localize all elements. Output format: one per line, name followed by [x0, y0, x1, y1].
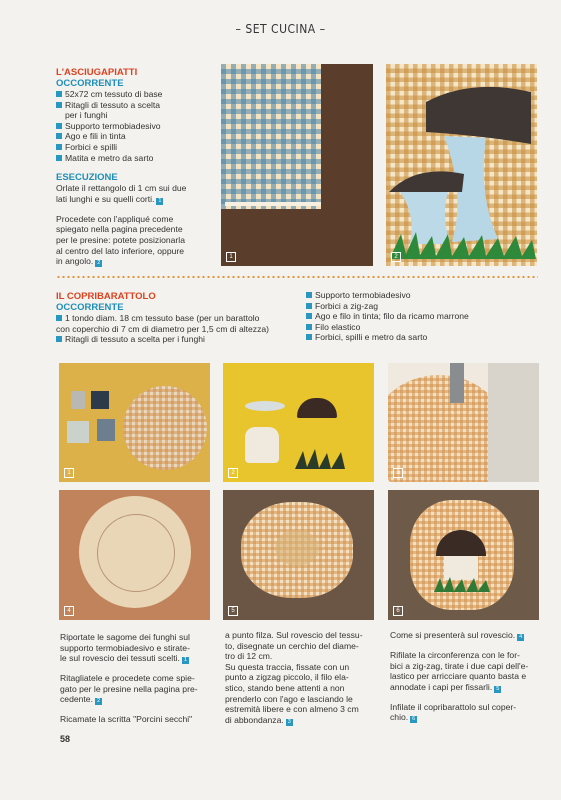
- step-badge: 1: [183, 657, 187, 664]
- esecuzione-label: ESECUZIONE: [56, 172, 118, 184]
- photo-towel-hem: 1: [221, 64, 373, 266]
- list-item: 1 tondo diam. 18 cm tessuto base (per un barattolo: [56, 313, 306, 324]
- list-item: Forbici, spilli e metro da sarto: [306, 332, 541, 343]
- step-paragraph: Ritagliatele e procedete come spie- gato per le presine nella pagina pre- cedente. 2: [60, 673, 198, 705]
- list-item: con coperchio di 7 cm di diametro per 1,5 cm di altezza): [56, 323, 270, 334]
- step-paragraph: Ricamate la scritta "Porcini secchi": [60, 714, 193, 725]
- steps-column-2: [225, 630, 385, 726]
- step-badge: 2: [96, 698, 101, 705]
- step-badge: 4: [519, 634, 523, 640]
- photo-step-5: 5: [223, 490, 374, 620]
- list-item: Supporto termobiadesivo: [306, 290, 541, 301]
- list-item: Ritagli di tessuto a scelta per i funghi: [56, 334, 306, 345]
- copribarattolo-title: IL COPRIBARATTOLO: [56, 291, 156, 302]
- step-paragraph: Su questa traccia, fissate con un punto a zigzag piccolo, il filo ela- stico, stando bene attenti a non prenderlo con l'ago e lasciando le estremità libere e con almeno 3 cm di abbondanza. 3: [225, 661, 359, 725]
- list-item: Ritagli di tessuto a scelta: [56, 100, 216, 111]
- list-item: Matita e metro da sarto: [56, 153, 216, 164]
- list-item: Supporto termobiadesivo: [56, 121, 216, 132]
- photo-step-6: 6: [388, 490, 539, 620]
- materials-list-right: [306, 290, 541, 343]
- page-number: 58: [60, 734, 71, 744]
- list-item: Filo elastico: [306, 322, 541, 333]
- photo-step-3: 3: [388, 363, 539, 482]
- materials-list: [56, 89, 216, 163]
- list-item: 52x72 cm tessuto di base: [56, 89, 216, 100]
- section-header: – SET CUCINA –: [235, 22, 326, 36]
- list-item: Forbici e spilli: [56, 142, 216, 153]
- steps-column-3: [390, 630, 545, 723]
- procedete-text: Procedete con l'appliqué come spiegato nella pagina precedente per le presine: potete posizionarla al centro del lato inferiore, oppure in angolo. 2: [56, 213, 185, 267]
- esecuzione-text: Orlate il rettangolo di 1 cm sui due lati lunghi e su quelli corti. 1: [56, 183, 187, 204]
- step-badge: 6: [412, 716, 416, 723]
- asciugapiatti-block: [56, 67, 216, 267]
- list-item: Ago e filo in tinta; filo da ricamo marrone: [306, 311, 541, 322]
- step-badge: 5: [496, 685, 500, 692]
- photo-step-1: 1: [59, 363, 210, 482]
- photo-mushroom-applique: 2: [386, 64, 537, 266]
- step-paragraph: a punto filza. Sul rovescio del tessu- to, disegnate un cerchio del diame- tro di 12 cm.: [225, 630, 363, 662]
- occorrente-label: OCCORRENTE: [56, 78, 124, 89]
- occorrente-label: OCCORRENTE: [56, 302, 124, 313]
- list-item: per i funghi: [65, 110, 108, 121]
- step-paragraph: Riportate le sagome dei funghi sul supporto termobiadesivo e stirate- le sul rovescio dei tessuti scelti. 1: [60, 632, 190, 664]
- dotted-divider: [56, 276, 538, 278]
- step-paragraph: Infilate il copribarattolo sul coper- chio. 6: [390, 701, 517, 723]
- list-item: Ago e fili in tinta: [56, 131, 216, 142]
- steps-column-1: [60, 632, 220, 725]
- asciugapiatti-title: L'ASCIUGAPIATTI: [56, 67, 138, 78]
- materials-list-left: [56, 313, 306, 345]
- step-badge: 3: [287, 718, 291, 725]
- step-badge: 2: [97, 260, 101, 267]
- photo-step-4: 4: [59, 490, 210, 620]
- copribarattolo-block: [56, 291, 306, 345]
- step-paragraph: Come si presenterà sul rovescio. 4: [390, 630, 523, 640]
- list-item: Forbici a zig-zag: [306, 301, 541, 312]
- step-paragraph: Rifilate la circonferenza con le for- bici a zig-zag, tirate i due capi dell'e- lastico per arricciare quanto basta e annodate i capi per fissarli. 5: [390, 650, 529, 692]
- photo-step-2: 2: [223, 363, 374, 482]
- step-badge: 1: [158, 197, 162, 204]
